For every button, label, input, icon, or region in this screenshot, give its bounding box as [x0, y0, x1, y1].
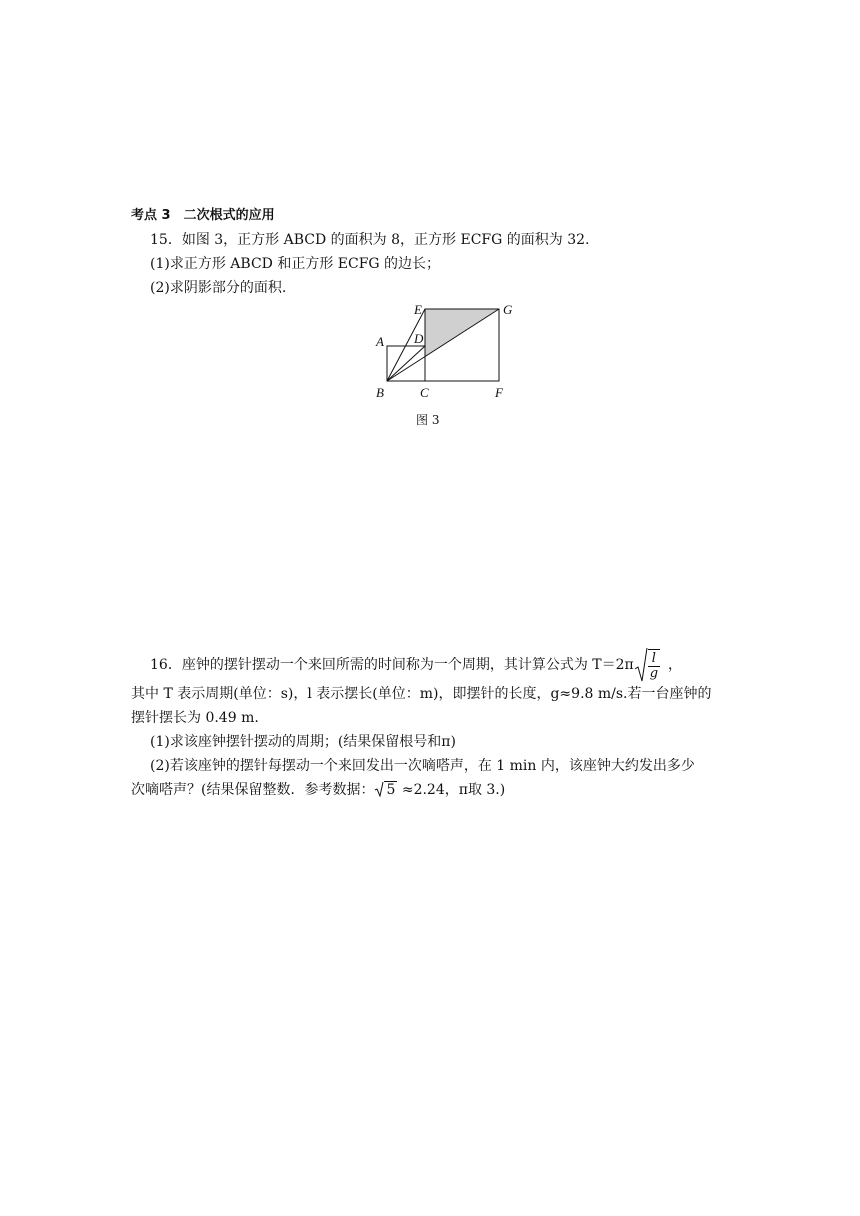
figure-caption: 图 3 [416, 413, 440, 427]
q16-line2: 其中 T 表示周期(单位：s)，l 表示摆长(单位：m)，即摆针的长度，g≈9.8 m/s.若一台座钟的 [131, 686, 712, 702]
q16-line1-suffix: ， [668, 657, 683, 673]
label-e: E [414, 302, 422, 317]
q16-line3: 摆针摆长为 0.49 m. [131, 710, 259, 726]
formula-denominator: g [649, 666, 659, 681]
sqrt-5 [374, 781, 397, 798]
label-g: G [503, 302, 513, 317]
label-c: C [420, 385, 429, 400]
radical-sign [634, 647, 648, 683]
label-a: A [376, 334, 384, 349]
figure-3-squares [370, 298, 520, 404]
q15-part2: (2)求阴影部分的面积. [150, 280, 287, 296]
label-b: B [376, 385, 384, 400]
q15-stem: 15．如图 3，正方形 ABCD 的面积为 8，正方形 ECFG 的面积为 32. [150, 232, 590, 248]
sqrt-formula [634, 647, 660, 683]
q16-part1: (1)求该座钟摆针摆动的周期；(结果保留根号和π) [150, 734, 456, 750]
q16-part2-line1: (2)若该座钟的摆针每摆动一个来回发出一次嘀嗒声，在 1 min 内，该座钟大约发出多少 [150, 758, 695, 774]
q16-part2-line2-suffix: ≈2.24，π取 3.) [397, 782, 506, 798]
label-d: D [414, 331, 424, 346]
q15-part1: (1)求正方形 ABCD 和正方形 ECFG 的边长； [150, 256, 441, 272]
q16-line1 [150, 647, 682, 683]
q16-part2-line2-prefix: 次嘀嗒声？(结果保留整数．参考数据： [131, 782, 375, 798]
q16-part2-line2 [131, 779, 505, 799]
label-f: F [495, 385, 503, 400]
section-heading: 考点 3 二次根式的应用 [131, 208, 275, 223]
q16-line1-prefix: 16．座钟的摆针摆动一个来回所需的时间称为一个周期，其计算公式为 T＝2π [150, 657, 634, 673]
formula-numerator: l [648, 652, 660, 667]
radicand: 5 [386, 782, 396, 798]
radical-sign-small [374, 781, 384, 797]
